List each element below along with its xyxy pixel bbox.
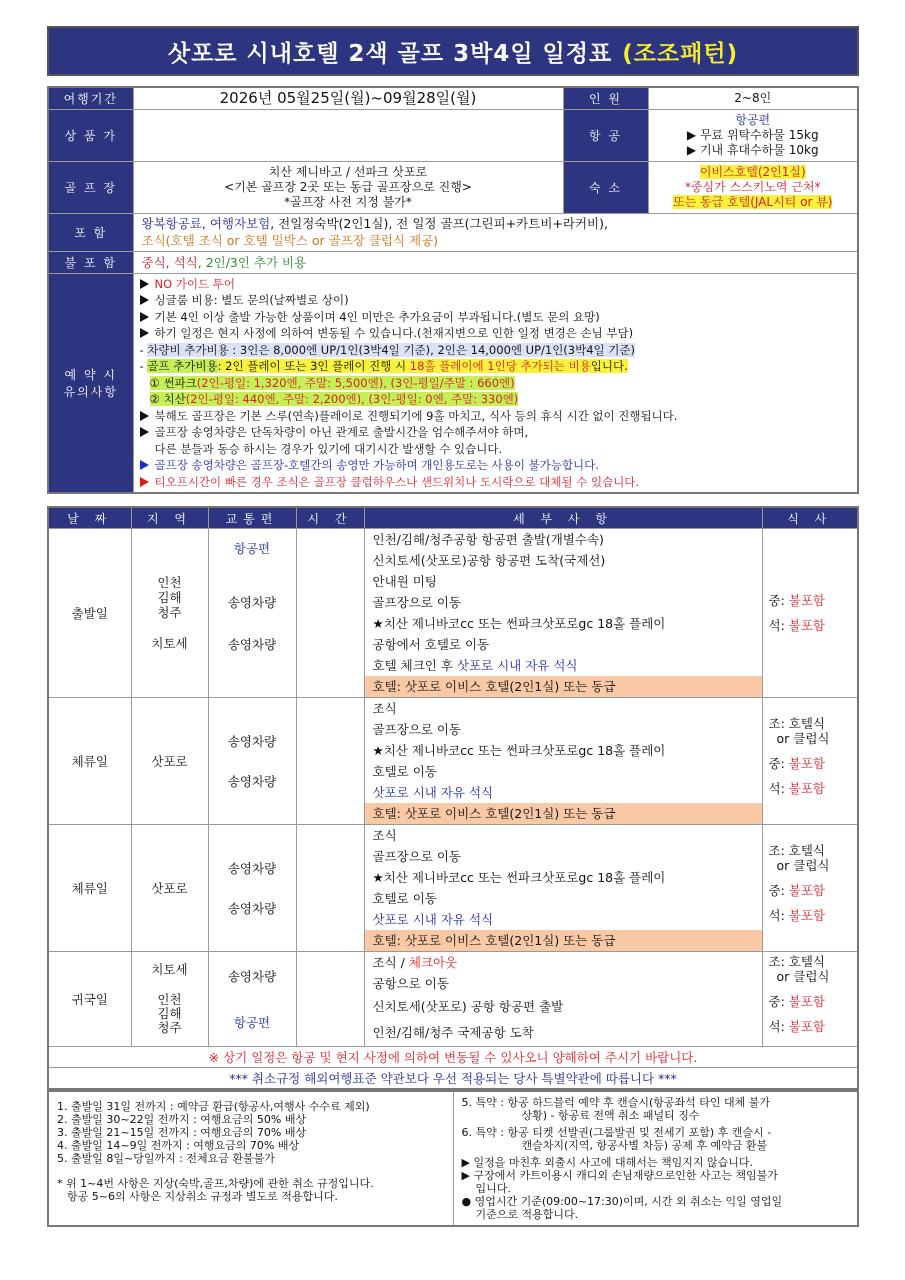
golf-basic-note: <기본 골프장 2곳 또는 동급 골프장으로 진행> — [224, 179, 472, 194]
day-region: 치토세 인천 김해 청주 — [131, 952, 208, 1047]
col-meals: 식 사 — [762, 507, 858, 529]
day-row-departure — [48, 529, 858, 698]
air-label: 항 공 — [563, 109, 648, 161]
period-label: 여행기간 — [48, 87, 133, 109]
price-value — [133, 109, 563, 161]
include-breakfast: 조식(호텔 조식 or 호텔 밀박스 or 골프장 클럽식 제공) — [141, 233, 439, 248]
day-region: 삿포로 — [131, 698, 208, 825]
cancellation-rules-table — [47, 1090, 859, 1227]
day-details: 조식 골프장으로 이동 ★치산 제니바코cc 또는 썬파크삿포로gc 18홀 플레이 호텔로 이동 삿포로 시내 자유 석식 호텔: 삿포로 이비스 호텔(2인1실) 또는 동급 — [364, 825, 762, 952]
day-row-return — [48, 952, 858, 1047]
note-chisan: ② 치산 — [149, 392, 186, 406]
arrow-icon — [140, 279, 149, 289]
note-min-people: 기본 4인 이상 출발 가능한 상품이며 4인 미만은 추가요금이 부과됩니다.(별도 문의 요망) — [154, 309, 600, 324]
day-date: 체류일 — [48, 698, 131, 825]
day-region: 삿포로 — [131, 825, 208, 952]
notes-label: 예 약 시 유의사항 — [48, 273, 133, 493]
exclude-value — [133, 251, 858, 273]
air-info — [648, 109, 858, 161]
arrow-icon — [140, 460, 149, 470]
hotel-info — [648, 161, 858, 213]
note-teeoff-breakfast: 티오프시간이 빠른 경우 조식은 골프장 클럽하우스나 샌드위치나 도시락으로 대체될 수 있습니다. — [154, 474, 640, 489]
hotel-label: 숙 소 — [563, 161, 648, 213]
title-accent: (조조패턴) — [622, 40, 739, 67]
page-title — [47, 26, 859, 76]
schedule-table — [47, 506, 859, 1090]
hotel-name: 이비스호텔(2인1실) — [699, 164, 806, 179]
col-date: 날 짜 — [48, 507, 131, 529]
day-meals: 조: 호텔식 or 클럽식 중: 불포함 석: 불포함 — [762, 952, 858, 1047]
day-details: 조식 / 체크아웃 공항으로 이동 신치토세(삿포로) 공항 항공편 출발 인천/김해/청주 국제공항 도착 — [364, 952, 762, 1047]
exclude-label: 불 포 함 — [48, 251, 133, 273]
day-region: 인천 김해 청주 치토세 — [131, 529, 208, 698]
arrow-icon — [140, 328, 149, 338]
people-label: 인 원 — [563, 87, 648, 109]
note-golf-extra-label: 골프 추가비용 — [147, 359, 218, 373]
day-details: 인천/김해/청주공항 항공편 출발(개별수속) 신치토세(삿포로)공항 항공편 도착(국제선) 안내원 미팅 골프장으로 이동 ★치산 제니바코cc 또는 썬파크삿포로gc 18홀 플레이 공항에서 호텔로 이동 호텔 체크인 후 삿포로 시내 자유 석식 호텔: 삿포로 이비스 호텔(2인1실) 또는 동급 — [364, 529, 762, 698]
day-date: 출발일 — [48, 529, 131, 698]
arrow-icon — [140, 411, 149, 421]
day-meals: 조: 호텔식 or 클럽식 중: 불포함 석: 불포함 — [762, 825, 858, 952]
note-no-guide: NO 가이드 투어 — [154, 276, 236, 291]
hotel-row: 호텔: 삿포로 이비스 호텔(2인1실) 또는 동급 — [365, 803, 762, 824]
col-details: 세 부 사 항 — [364, 507, 762, 529]
note-shuttle-use: 골프장 송영차량은 골프장-호텔간의 송영만 가능하며 개인용도로는 사용이 불가능합니다. — [154, 458, 599, 472]
hotel-row: 호텔: 삿포로 이비스 호텔(2인1실) 또는 동급 — [365, 930, 762, 951]
col-region: 지 역 — [131, 507, 208, 529]
day-meals: 중: 불포함 석: 불포함 — [762, 529, 858, 698]
golf-info — [133, 161, 563, 213]
schedule-change-notice: ※ 상기 일정은 항공 및 현지 사정에 의하여 변동될 수 있사오니 양해하여 주시기 바랍니다. — [48, 1047, 858, 1068]
cancellation-rules-right: 5. 특약 : 항공 하드블럭 예약 후 캔슬시(항공좌석 타인 대체 불가 상황) - 항공료 전액 취소 패널티 징수 6. 특약 : 항공 티켓 선발권(그룹발권 및 전세기 포함) 후 캔슬시 - 캔슬차지(지역, 항공사별 차등) 공제 후 예약금 환불 ▶ 일정을 마친후 외출시 사고에 대해서는 책임지지 않습니다. ▶ 구장에서 카트이용시 캐디외 손님재량으로인한 사고는 책임불가 입니다. ● 영업시간 기준(09:00~17:30)이며, 시간 외 취소는 익일 영업일 기준으로 적용합니다. — [453, 1091, 858, 1226]
exclude-meals: 중식, 석식 — [141, 254, 198, 270]
cancellation-policy-notice: *** 취소규정 해외여행표준 약관보다 우선 적용되는 당사 특별약관에 따릅니다 *** — [48, 1068, 858, 1090]
note-sunpark: ① 썬파크 — [149, 375, 197, 390]
arrow-icon — [140, 477, 149, 487]
note-shuttle-time: 골프장 송영차량은 단독차량이 아닌 관계로 출발시간을 엄수해주셔야 하며, — [154, 425, 529, 439]
day-meals: 조: 호텔식 or 클럽식 중: 불포함 석: 불포함 — [762, 698, 858, 825]
note-shuttle-wait: 다른 분들과 동승 하시는 경우가 있기에 대기시간 발생할 수 있습니다. — [154, 441, 503, 456]
air-title: 항공편 — [735, 112, 771, 127]
people-value: 2~8인 — [648, 87, 858, 109]
col-transport: 교통편 — [208, 507, 296, 529]
air-baggage-checked: ▶ 무료 위탁수하물 15kg — [686, 127, 819, 142]
price-label: 상 품 가 — [48, 109, 133, 161]
day-row-stay-2 — [48, 825, 858, 952]
day-transport: 송영차량 송영차량 — [208, 698, 296, 825]
hotel-row: 호텔: 삿포로 이비스 호텔(2인1실) 또는 동급 — [365, 676, 762, 697]
note-through-play: 북해도 골프장은 기본 스루(연속)플레이로 진행되기에 9홀 마치고, 식사 등의 휴식 시간 없이 진행됩니다. — [154, 408, 678, 423]
period-value: 2026년 05월25일(월)~09월28일(월) — [133, 87, 563, 109]
day-transport: 송영차량 송영차량 — [208, 825, 296, 952]
day-transport: 송영차량 항공편 — [208, 952, 296, 1047]
include-value — [133, 213, 858, 251]
cancellation-rules-left: 1. 출발일 31일 전까지 : 예약금 환급(항공사,여행사 수수료 제외) 2. 출발일 30~22일 전까지 : 여행요금의 50% 배상 3. 출발일 21~15일 전까지 : 여행요금의 70% 배상 4. 출발일 14~9일 전까지 : 여행요금의 70% 배상 5. 출발일 8일~당일까지 : 전체요금 환불불가 * 위 1~4번 사항은 지상(숙박,골프,차량)에 관한 취소 규정입니다. 항공 5~6의 사항은 지상취소 규정과 별도로 적용합니다. — [48, 1091, 453, 1226]
product-info-table — [47, 86, 859, 494]
arrow-icon — [140, 312, 149, 322]
title-main: 삿포로 시내호텔 2색 골프 3박4일 일정표 — [167, 40, 613, 67]
day-transport: 항공편 송영차량 송영차량 — [208, 529, 296, 698]
golf-courses: 치산 제니바고 / 선파크 삿포로 — [268, 164, 428, 179]
include-label: 포 함 — [48, 213, 133, 251]
include-rest: , 전일정숙박(2인1실), 전 일정 골프(그린피+카트비+라커비), — [270, 216, 608, 231]
day-details: 조식 골프장으로 이동 ★치산 제니바코cc 또는 썬파크삿포로gc 18홀 플레이 호텔로 이동 삿포로 시내 자유 석식 호텔: 삿포로 이비스 호텔(2인1실) 또는 동급 — [364, 698, 762, 825]
arrow-icon — [140, 427, 149, 437]
note-schedule-change: 하기 일정은 현지 사정에 의하여 변동될 수 있습니다.(천재지변으로 인한 일정 변경은 손님 부담) — [154, 326, 634, 340]
golf-label: 골 프 장 — [48, 161, 133, 213]
col-time: 시 간 — [296, 507, 364, 529]
include-airfare-insurance: 왕복항공료, 여행자보험 — [141, 216, 271, 231]
day-date: 체류일 — [48, 825, 131, 952]
itinerary-page — [47, 26, 859, 1227]
arrow-icon — [140, 295, 149, 305]
hotel-alternative: 또는 동급 호텔(JAL시티 or 뷰) — [673, 194, 833, 209]
day-time — [296, 698, 364, 825]
golf-no-preselect: *골프장 사전 지정 불가* — [284, 194, 412, 209]
booking-notes: NO 가이드 투어 싱글룸 비용: 별도 문의(날짜별로 상이) 기본 4인 이상 출발 가능한 상품이며 4인 미만은 추가요금이 부과됩니다.(별도 문의 요망) 하기 일정은 현지 사정에 의하여 변동될 수 있습니다.(천재지변으로 인한 일정 변경은 손님 부담) - 차량비 추가비용 : 3인은 8,000엔 UP/1인(3박4일 기준), 2인은 14,000엔 UP/1인(3박4일 기준) - 골프 추가비용: 2인 플레이 또는 3인 플레이 진행 시 18홀 플레이에 1인당 추가되는 비용입니다. ① 썬파크(2인-평일: 1,320엔, 주말: 5,500엔), (3인-평일/주말 : 660엔) ② 치산(2인-평일: 440엔, 주말: 2,200엔), (3인-평일: 0엔, 주말: 330엔) 북해도 골프장은 기본 스루(연속)플레이로 진행되기에 9홀 마치고, 식사 등의 휴식 시간 없이 진행됩니다. 골프장 송영차량은 단독차량이 아닌 관계로 출발시간을 엄수해주셔야 하며, 다른 분들과 동승 하시는 경우가 있기에 대기시간 발생할 수 있습니다. 골프장 송영차량은 골프장-호텔간의 송영만 가능하며 개인용도로는 사용이 불가능합니다. 티오프시간이 빠른 경우 조식은 골프장 클럽하우스나 샌드위치나 도시락으로 대체될 수 있습니다. — [133, 273, 858, 493]
note-single-room: 싱글룸 비용: 별도 문의(날짜별로 상이) — [154, 293, 349, 307]
day-date: 귀국일 — [48, 952, 131, 1047]
exclude-extra-cost: , 2인/3인 추가 비용 — [197, 254, 307, 270]
note-vehicle-cost: 차량비 추가비용 : 3인은 8,000엔 UP/1인(3박4일 기준), 2인은 14,000엔 UP/1인(3박4일 기준) — [147, 342, 635, 357]
hotel-location: *중심가 스스키노역 근처* — [684, 179, 821, 194]
air-baggage-carryon: ▶ 기내 휴대수하물 10kg — [686, 142, 819, 157]
day-time — [296, 825, 364, 952]
day-time — [296, 529, 364, 698]
day-time — [296, 952, 364, 1047]
day-row-stay-1 — [48, 698, 858, 825]
